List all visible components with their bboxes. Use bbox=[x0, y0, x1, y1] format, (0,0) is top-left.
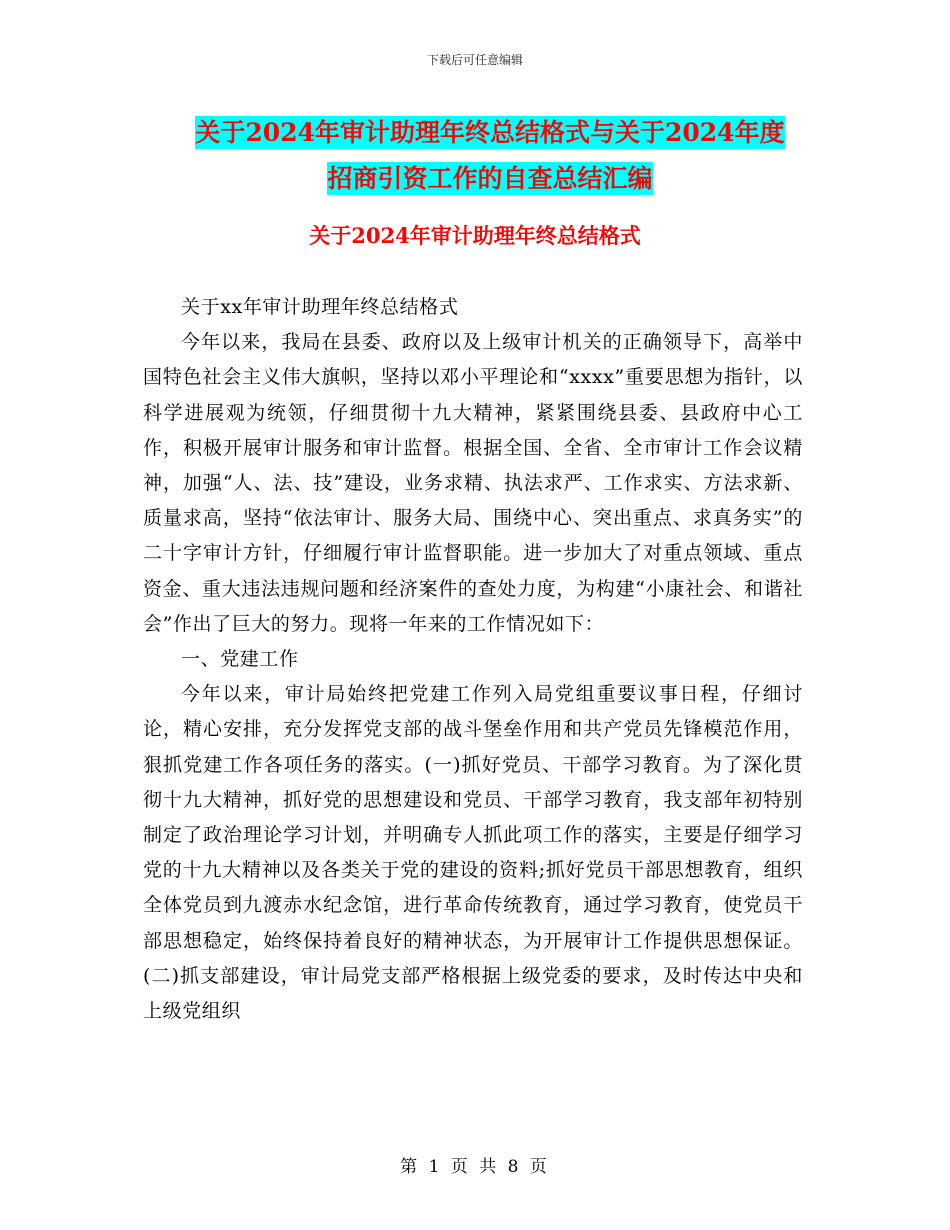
paragraph-intro: 今年以来，我局在县委、政府以及上级审计机关的正确领导下，高举中国特色社会主义伟大旗帜，坚持以邓小平理论和“xxxx”重要思想为指针，以科学进展观为统领，仔细贯彻十九大精神，紧紧围绕县委、县政府中心工作，积极开展审计服务和审计监督。根据全国、全省、全市审计工作会议精神，加强“人、法、技”建设，业务求精、执法求严、工作求实、方法求新、质量求高，坚持“依法审计、服务大局、围绕中心、突出重点、求真务实”的二十字审计方针，仔细履行审计监督职能。进一步加大了对重点领域、重点资金、重大违法违规问题和经济案件的查处力度，为构建“小康社会、和谐社会”作出了巨大的努力。现将一年来的工作情况如下： bbox=[143, 331, 803, 635]
page-footer: 第 1 页 共 8 页 bbox=[400, 1157, 550, 1177]
document-title bbox=[160, 110, 820, 202]
paragraph-party-work: 今年以来，审计局始终把党建工作列入局党组重要议事日程，仔细讨论，精心安排，充分发挥党支部的战斗堡垒作用和共产党员先锋模范作用，狠抓党建工作各项任务的落实。(一)抓好党员、干部学习教育。为了深化贯彻十九大精神，抓好党的思想建设和党员、干部学习教育，我支部年初特别制定了政治理论学习计划，并明确专人抓此项工作的落实，主要是仔细学习党的十九大精神以及各类关于党的建设的资料;抓好党员干部思想教育，组织全体党员到九渡赤水纪念馆，进行革命传统教育，通过学习教育，使党员干部思想稳定，始终保持着良好的精神状态，为开展审计工作提供思想保证。(二)抓支部建设，审计局党支部严格根据上级党委的要求，及时传达中央和上级党组织 bbox=[143, 683, 803, 1023]
document-title-line1: 关于2024年审计助理年终总结格式与关于2024年度 bbox=[195, 118, 785, 147]
document-title-line2: 招商引资工作的自查总结汇编 bbox=[327, 164, 653, 193]
paragraph-subtitle: 关于xx年审计助理年终总结格式 bbox=[181, 296, 459, 318]
document-body bbox=[143, 290, 803, 1029]
section-title: 关于2024年审计助理年终总结格式 bbox=[309, 223, 641, 248]
paragraph-heading-party: 一、党建工作 bbox=[181, 648, 299, 671]
header-note: 下载后可任意编辑 bbox=[426, 53, 523, 67]
